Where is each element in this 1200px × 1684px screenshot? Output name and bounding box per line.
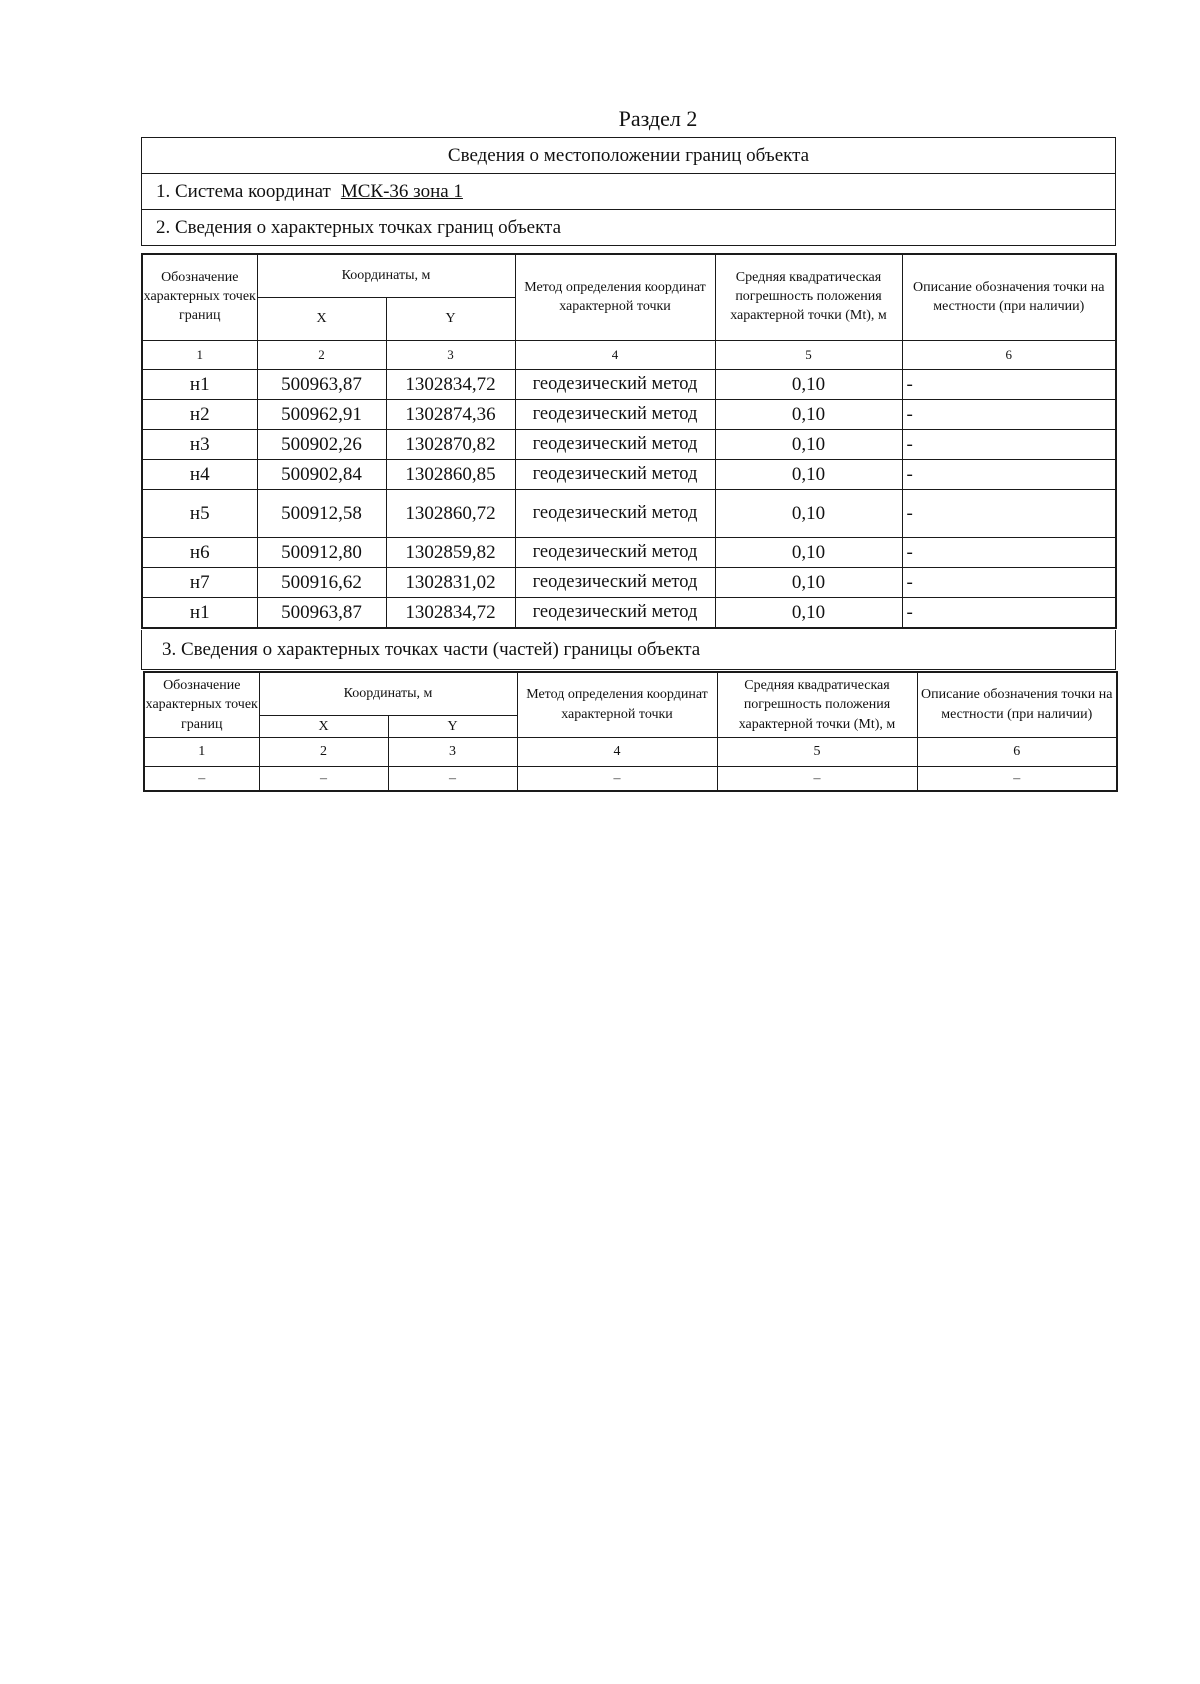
- column-number: 5: [715, 341, 902, 370]
- crs-value: МСК-36 зона 1: [340, 180, 463, 202]
- part-header-description: Описание обозначения точки на местности (при наличии): [917, 672, 1117, 738]
- column-number: 3: [386, 341, 515, 370]
- point-id: н1: [142, 598, 257, 629]
- point-x: 500902,26: [257, 430, 386, 460]
- table-row: [142, 598, 1116, 629]
- section-title: Раздел 2: [618, 106, 698, 131]
- header-coords: Координаты, м: [257, 254, 515, 298]
- location-heading: Сведения о местоположении границ объекта: [142, 138, 1116, 174]
- part-cell: –: [388, 767, 517, 792]
- point-method: геодезический метод: [515, 460, 715, 490]
- part-header-coords: Координаты, м: [259, 672, 517, 716]
- crs-row: [142, 174, 1116, 210]
- part-header-y: Y: [388, 716, 517, 738]
- point-error: 0,10: [715, 568, 902, 598]
- point-description: -: [902, 400, 1116, 430]
- part-heading-table: [141, 630, 1116, 670]
- header-description: Описание обозначения точки на местности (при наличии): [902, 254, 1116, 341]
- column-number: 2: [259, 738, 388, 767]
- point-id: н6: [142, 538, 257, 568]
- point-error: 0,10: [715, 370, 902, 400]
- table-row: [142, 370, 1116, 400]
- point-id: н2: [142, 400, 257, 430]
- point-id: н3: [142, 430, 257, 460]
- part-heading: 3. Сведения о характерных точках части (частей) границы объекта: [142, 630, 1116, 670]
- point-y: 1302831,02: [386, 568, 515, 598]
- boundary-points-table: [141, 253, 1117, 629]
- column-number: 5: [717, 738, 917, 767]
- table-row: [142, 400, 1116, 430]
- point-description: -: [902, 598, 1116, 629]
- header-error: Средняя квадратическая погрешность положения характерной точки (Mt), м: [715, 254, 902, 341]
- point-method: геодезический метод: [515, 430, 715, 460]
- point-x: 500902,84: [257, 460, 386, 490]
- part-header-x: X: [259, 716, 388, 738]
- point-error: 0,10: [715, 538, 902, 568]
- column-number: 2: [257, 341, 386, 370]
- column-number: 6: [917, 738, 1117, 767]
- point-y: 1302834,72: [386, 370, 515, 400]
- point-description: -: [902, 538, 1116, 568]
- table-row: [142, 460, 1116, 490]
- part-cell: –: [717, 767, 917, 792]
- column-number-row: [142, 341, 1116, 370]
- point-error: 0,10: [715, 490, 902, 538]
- point-y: 1302860,72: [386, 490, 515, 538]
- point-x: 500912,80: [257, 538, 386, 568]
- column-number: 6: [902, 341, 1116, 370]
- point-description: -: [902, 370, 1116, 400]
- part-points-table: [143, 671, 1118, 792]
- point-description: -: [902, 568, 1116, 598]
- point-x: 500963,87: [257, 370, 386, 400]
- point-x: 500962,91: [257, 400, 386, 430]
- column-number: 1: [144, 738, 259, 767]
- part-header-error: Средняя квадратическая погрешность положения характерной точки (Mt), м: [717, 672, 917, 738]
- part-header-designation: Обозначение характерных точек границ: [144, 672, 259, 738]
- point-method: геодезический метод: [515, 400, 715, 430]
- point-y: 1302834,72: [386, 598, 515, 629]
- column-number: 4: [515, 341, 715, 370]
- part-cell: –: [917, 767, 1117, 792]
- part-column-number-row: [144, 738, 1117, 767]
- table-row: [144, 767, 1117, 792]
- point-y: 1302860,85: [386, 460, 515, 490]
- header-designation: Обозначение характерных точек границ: [142, 254, 257, 341]
- point-id: н7: [142, 568, 257, 598]
- points-heading: 2. Сведения о характерных точках границ объекта: [142, 210, 1116, 246]
- point-x: 500912,58: [257, 490, 386, 538]
- point-y: 1302859,82: [386, 538, 515, 568]
- table-row: [142, 490, 1116, 538]
- header-x: X: [257, 298, 386, 341]
- point-error: 0,10: [715, 598, 902, 629]
- point-method: геодезический метод: [515, 538, 715, 568]
- crs-label: 1. Система координат: [156, 180, 331, 202]
- point-method: геодезический метод: [515, 568, 715, 598]
- column-number: 1: [142, 341, 257, 370]
- table-row: [142, 430, 1116, 460]
- part-cell: –: [144, 767, 259, 792]
- point-error: 0,10: [715, 400, 902, 430]
- part-cell: –: [259, 767, 388, 792]
- point-error: 0,10: [715, 460, 902, 490]
- table-row: [142, 568, 1116, 598]
- point-description: -: [902, 490, 1116, 538]
- point-x: 500916,62: [257, 568, 386, 598]
- point-id: н5: [142, 490, 257, 538]
- column-number: 3: [388, 738, 517, 767]
- point-id: н4: [142, 460, 257, 490]
- header-method: Метод определения координат характерной точки: [515, 254, 715, 341]
- part-cell: –: [517, 767, 717, 792]
- point-y: 1302870,82: [386, 430, 515, 460]
- column-number: 4: [517, 738, 717, 767]
- point-description: -: [902, 460, 1116, 490]
- table-row: [142, 538, 1116, 568]
- point-x: 500963,87: [257, 598, 386, 629]
- location-heading-table: [141, 137, 1116, 246]
- header-y: Y: [386, 298, 515, 341]
- point-description: -: [902, 430, 1116, 460]
- point-method: геодезический метод: [515, 370, 715, 400]
- point-y: 1302874,36: [386, 400, 515, 430]
- point-id: н1: [142, 370, 257, 400]
- part-header-method: Метод определения координат характерной точки: [517, 672, 717, 738]
- point-method: геодезический метод: [515, 490, 715, 538]
- point-error: 0,10: [715, 430, 902, 460]
- point-method: геодезический метод: [515, 598, 715, 629]
